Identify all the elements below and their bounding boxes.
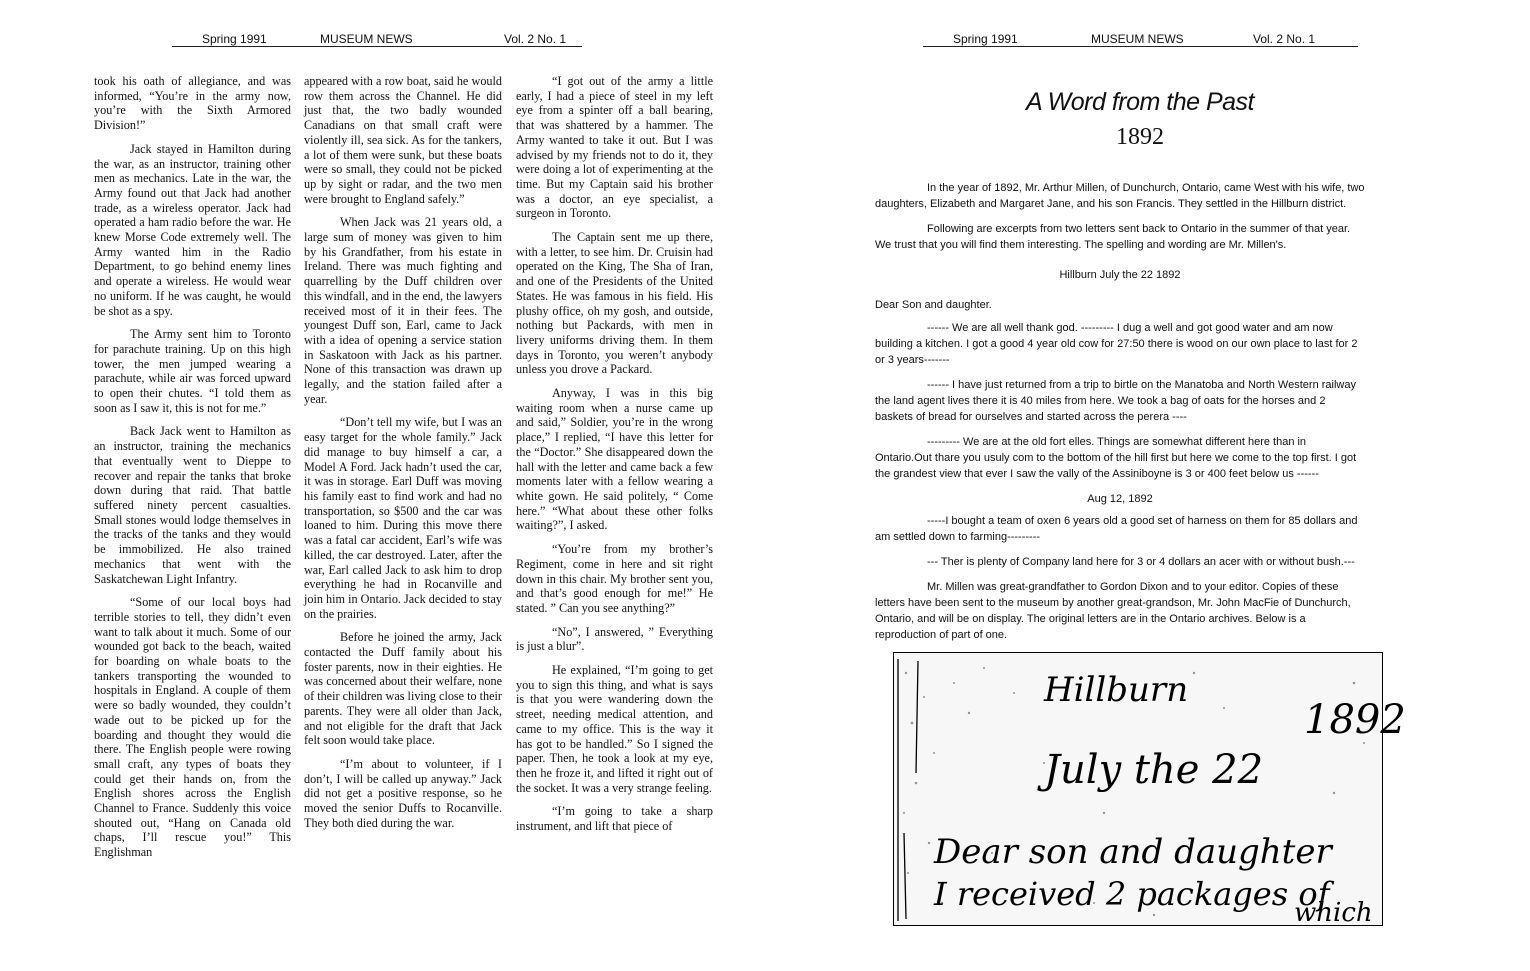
- article-year: 1892: [1116, 124, 1164, 150]
- handwriting-line: 1892: [1304, 697, 1406, 743]
- paragraph: took his oath of allegiance, and was informed, “You’re in the army now, you’re with the Sixth Armored Division!”: [94, 74, 291, 133]
- paragraph: “I’m going to take a sharp instrument, and lift that piece of: [516, 804, 713, 834]
- paragraph: He explained, “I’m going to get you to sign this thing, and what is says is that you were wandering down the street, needing medical attention, and came to my office. This is the way it has got to be handled.” So I signed the paper. Then, he took a look at my eye, then he froze it, and lifted it right out of the socket. It was a very strange feeling.: [516, 663, 713, 795]
- paragraph: “Some of our local boys had terrible stories to tell, they didn’t even want to talk about it much. Some of our wounded got back to the beach, waited for boarding on whale boats to the tankers transporting the wounded to hospitals in England. A couple of them were so badly wounded, they couldn’t wade out to be picked up for the boarding and thought they would die there. The English people were rowing small craft, any types of boats they could get their hands on, from the English shores across the English Channel to France. Suddenly this voice shouted out, “Hang on Canada old chaps, I’ll rescue you!” This Englishman: [94, 595, 291, 860]
- paragraph: Jack stayed in Hamilton during the war, as an instructor, training other men as mechanics. Late in the war, the Army found out that Jack had another trade, as a wireless operator. Jack had operated a ham radio before the war. He knew Morse Code extremely well. The Army wanted him in the Radio Department, to go behind enemy lines and operate a wireless. He would wear no uniform. If he was caught, he would be shot as a spy.: [94, 141, 291, 318]
- paragraph: appeared with a row boat, said he would row them across the Channel. He did just that, the two badly wounded Canadians on that small craft were violently ill, sea sick. As for the tankers, a lot of them were sunk, but these boats were so small, they could not be picked up by sight or radar, and the two men were brought to England safely.”: [304, 74, 502, 206]
- letter-paragraph: -----I bought a team of oxen 6 years old a good set of harness on them for 85 dollars and am settled down to farming---------: [875, 515, 1358, 543]
- handwriting-line: I received 2 packages of: [934, 875, 1330, 913]
- article-title: A Word from the Past: [1025, 88, 1255, 116]
- handwritten-letter-image: [893, 652, 1406, 928]
- header-publication: MUSEUM NEWS: [320, 32, 413, 46]
- paragraph: “I’m about to volunteer, if I don’t, I will be called up anyway.” Jack did not get a positive response, so he moved the senior Duffs to Rocanville. They both died during the war.: [304, 756, 502, 830]
- page-header: [172, 32, 582, 47]
- handwriting-line: Dear son and daughter: [934, 832, 1332, 872]
- article-column-3: [516, 74, 713, 843]
- paragraph: “I got out of the army a little early, I had a piece of steel in my left eye from a spinter off a ball bearing, that was shattered by a hammer. The Army wanted to take it out. But I was advised by my friends not to do it, they were doing a lot of experimenting at the time. But my Captain said his brother was a doctor, an eye specialist, a surgeon in Toronto.: [516, 74, 713, 221]
- article-body: [875, 180, 1365, 652]
- paragraph: The Army sent him to Toronto for parachute training. Up on this high tower, the men jumped wearing a parachute, while air was forced upward to open their chutes. “I told them as soon as I saw it, this is not for me.”: [94, 327, 291, 415]
- paragraph: When Jack was 21 years old, a large sum of money was given to him by his Grandfather, from his estate in Ireland. There was much fighting and quarrelling by the Duff children over this windfall, and in the end, the lawyers received most of it in their fees. The youngest Duff son, Earl, came to Jack with a idea of opening a service station in Saskatoon with Jack as his partner. None of this transaction was drawn up legally, and the station failed after a year.: [304, 215, 502, 406]
- closing-paragraph: Mr. Millen was great-grandfather to Gordon Dixon and to your editor. Copies of these letters have been sent to the museum by another great-grandson, Mr. John MacFie of Dunchurch, Ontario, and will be on display. The original letters are in the Ontario archives. Below is a reproduction of part of one.: [875, 581, 1351, 641]
- page-header: [923, 32, 1358, 47]
- paragraph: The Captain sent me up there, with a letter, to see him. Dr. Cruisin had operated on the King, The Sha of Iran, and one of the Presidents of the United States. He was famous in his field. His plushy office, oh my gosh, and outside, nothing but Packards, with men in livery uniforms driving them. In them days in Toronto, you weren’t anybody unless you drove a Packard.: [516, 230, 713, 377]
- paragraph: Back Jack went to Hamilton as an instructor, training the mechanics that eventually went to Dieppe to recover and repair the tanks that broke down during that raid. That battle suffered ninety percent casualties. Small stones would lodge themselves in the tracks of the tanks and they would be immobilized. He also trained mechanics that went with the Saskatchewan Light Infantry.: [94, 424, 291, 586]
- article-column-1: [94, 74, 291, 869]
- letter-paragraph: --------- We are at the old fort elles. Things are somewhat different here than in Ontario.Out thare you usuly com to the bottom of the hill first but here we come to the top first. I got the grandest view that ever I saw the vally of the Assiniboyne is 3 or 400 feet below us ------: [875, 436, 1357, 480]
- letter-paragraph: --- Ther is plenty of Company land here for 3 or 4 dollars an acer with or without bush.---: [927, 556, 1355, 568]
- letter-dateline: Hillburn July the 22 1892: [1059, 269, 1181, 281]
- handwriting-reproduction: [894, 653, 1406, 928]
- header-volume: Vol. 2 No. 1: [504, 32, 567, 46]
- letter-dateline: Aug 12, 1892: [1087, 493, 1153, 505]
- letter-paragraph: ------ We are all well thank god. --------- I dug a well and got good water and am now building a kitchen. I got a good 4 year old cow for 27:50 there is wood on our own place to last for 2 or 3 years-------: [875, 322, 1358, 366]
- header-publication: MUSEUM NEWS: [1091, 32, 1184, 46]
- header-season: Spring 1991: [202, 32, 267, 46]
- paragraph: Anyway, I was in this big waiting room when a nurse came up and said,” Soldier, you’re in the wrong place,” I replied, “I have this letter for the “Doctor.” She disappeared down the hall with the letter and came back a few moments later with a fellow wearing a white gown. He said politely, “ Come here.” “What about these other folks waiting?”, I asked.: [516, 386, 713, 533]
- paragraph: Before he joined the army, Jack contacted the Duff family about his foster parents, now in their eighties. He was concerned about their welfare, none of their children was living close to their parents. They were all older than Jack, and not eligible for the draft that Jack felt soon would take place.: [304, 630, 502, 748]
- right-page: [750, 0, 1500, 971]
- handwriting-line: Hillburn: [1044, 670, 1189, 710]
- handwriting-line: July the 22: [1044, 747, 1264, 793]
- paragraph: “No”, I answered, ” Everything is just a blur”.: [516, 624, 713, 654]
- header-season: Spring 1991: [953, 32, 1018, 46]
- paragraph: “Don’t tell my wife, but I was an easy target for the whole family.” Jack did manage to buy himself a car, a Model A Ford. Jack hadn’t used the car, it was in storage. Earl Duff was moving his family east to find work and had no transportation, so $500 and the car was loaned to him. During this move there was a fatal car accident, Earl’s wife was killed, the car destroyed. Later, after the war, Earl called Jack to ask him to drop everything he had in Rocanville and join him in Ontario. Jack decided to stay on the prairies.: [304, 415, 502, 621]
- article-column-2: [304, 74, 502, 839]
- paragraph: “You’re from my brother’s Regiment, come in here and sit right down in this chair. My brother sent you, and that’s good enough for me!” He stated. ” Can you see anything?”: [516, 542, 713, 615]
- intro-paragraph: In the year of 1892, Mr. Arthur Millen, of Dunchurch, Ontario, came West with his wife, two daughters, Elizabeth and Margaret Jane, and his son Francis. They settled in the Hillburn district.: [875, 182, 1365, 210]
- letter-paragraph: ------ I have just returned from a trip to birtle on the Manatoba and North Western railway the land agent lives there it is 40 miles from here. We took a bag of oats for the horses and 2 baskets of bread for ourselves and started across the perera ----: [875, 379, 1356, 423]
- header-volume: Vol. 2 No. 1: [1253, 32, 1316, 46]
- letter-salutation: Dear Son and daughter.: [875, 299, 992, 311]
- left-page: [0, 0, 750, 971]
- intro-paragraph: Following are excerpts from two letters sent back to Ontario in the summer of that year. We trust that you will find them interesting. The spelling and wording are Mr. Millen's.: [875, 223, 1351, 251]
- handwriting-line: which: [1294, 898, 1373, 928]
